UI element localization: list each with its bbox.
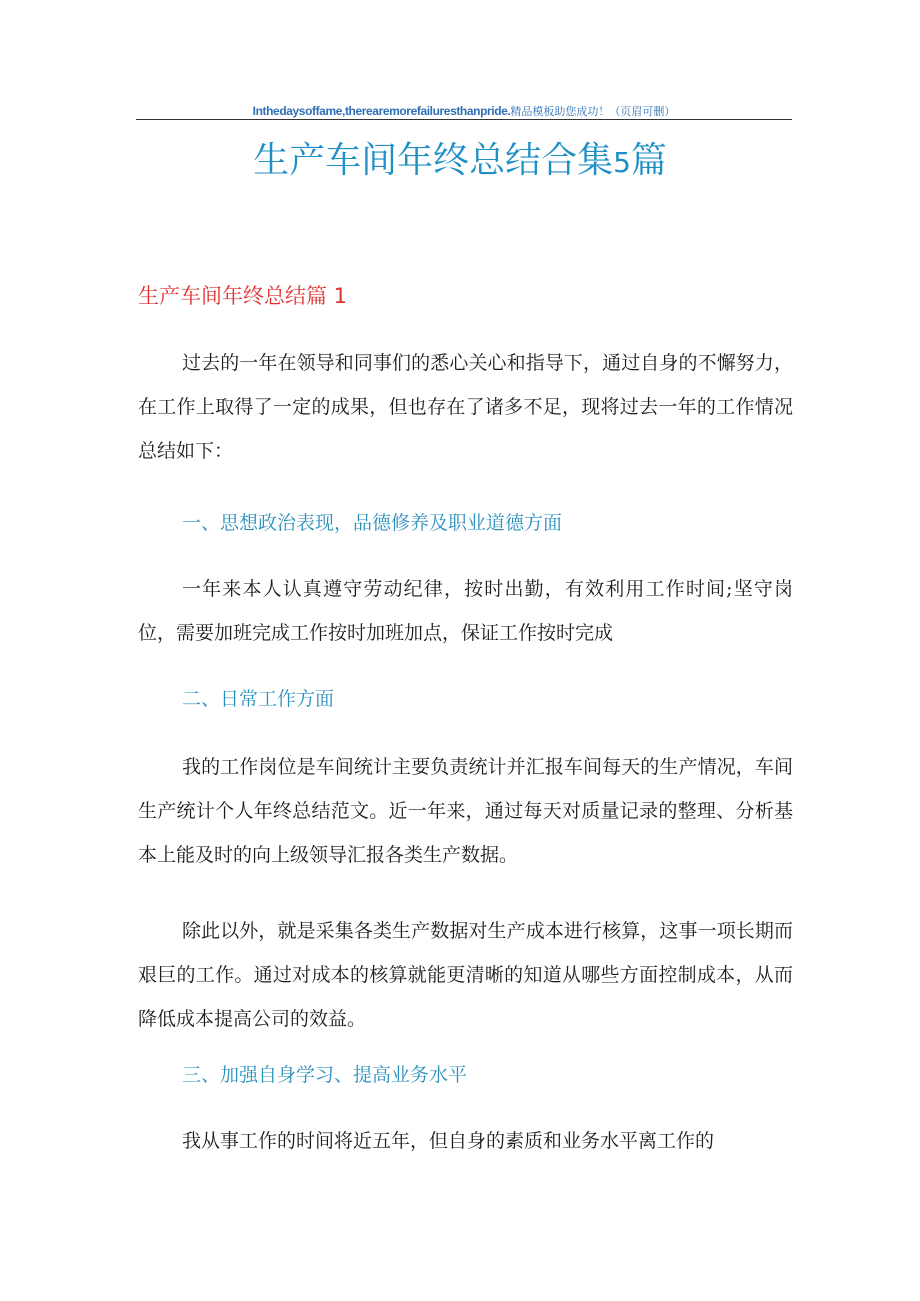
paragraph-experience: 我从事工作的时间将近五年，但自身的素质和业务水平离工作的 xyxy=(182,1130,715,1152)
subheading-self-study: 三、加强自身学习、提高业务水平 xyxy=(182,1064,468,1086)
header-divider xyxy=(136,119,792,120)
paragraph-cost-accounting: 除此以外，就是采集各类生产数据对生产成本进行核算，这事一项长期而艰巨的工作。通过对成本的核算就能更清晰的知道从哪些方面控制成本，从而降低成本提高公司的效益。 xyxy=(138,920,793,1030)
subheading-daily-work: 二、日常工作方面 xyxy=(182,688,335,710)
paragraph-intro: 过去的一年在领导和同事们的悉心关心和指导下，通过自身的不懈努力，在工作上取得了一定的成果，但也存在了诸多不足，现将过去一年的工作情况总结如下： xyxy=(138,352,793,462)
header-chinese-text: 精品模板助您成功！（页眉可删） xyxy=(510,105,676,118)
subheading-ideology: 一、思想政治表现，品德修养及职业道德方面 xyxy=(182,512,563,534)
section-title: 生产车间年终总结篇 1 xyxy=(138,284,348,308)
page-header xyxy=(136,104,792,119)
title-suffix: 篇 xyxy=(630,140,667,181)
paragraph-discipline: 一年来本人认真遵守劳动纪律，按时出勤，有效利用工作时间;坚守岗位，需要加班完成工作按时加班加点，保证工作按时完成 xyxy=(138,578,793,644)
document-title xyxy=(0,138,920,186)
title-main: 生产车间年终总结合集 xyxy=(253,140,614,181)
paragraph-statistics: 我的工作岗位是车间统计主要负责统计并汇报车间每天的生产情况，车间生产统计个人年终总结范文。近一年来，通过每天对质量记录的整理、分析基本上能及时的向上级领导汇报各类生产数据。 xyxy=(138,756,793,866)
header-english-text: Inthedaysoffame,therearemorefailuresthanpride. xyxy=(252,104,511,118)
title-number: 5 xyxy=(613,146,631,179)
